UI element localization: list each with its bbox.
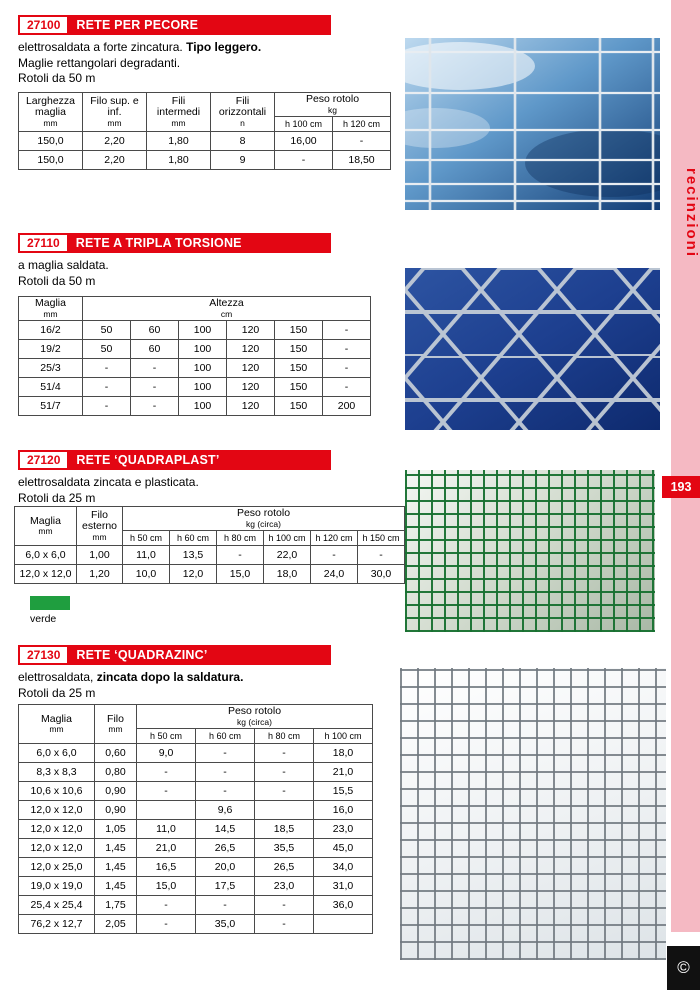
column-header-peso-rotolo — [275, 93, 391, 117]
table-cell: - — [323, 321, 371, 340]
section-desc-27110 — [18, 258, 109, 289]
table-cell: - — [255, 763, 314, 782]
table-cell: 6,0 x 6,0 — [15, 546, 77, 565]
section-desc-27120 — [18, 475, 199, 506]
column-header-fili-intermedi — [147, 93, 211, 132]
table-cell: 35,5 — [255, 839, 314, 858]
table-cell: 50 — [83, 321, 131, 340]
table-row — [19, 896, 373, 915]
table-body — [19, 321, 371, 416]
table-cell: 2,05 — [95, 915, 137, 934]
table-cell: 36,0 — [314, 896, 373, 915]
sheep-fence-illustration — [405, 38, 660, 210]
section-desc-27100 — [18, 40, 261, 87]
table-cell: 200 — [323, 397, 371, 416]
table-cell: 10,6 x 10,6 — [19, 782, 95, 801]
table-cell: 12,0 x 25,0 — [19, 858, 95, 877]
table-cell: 18,0 — [314, 744, 373, 763]
table-cell: 51/7 — [19, 397, 83, 416]
table-cell: - — [333, 132, 391, 151]
product-code: 27100 — [20, 17, 67, 33]
table-cell: 8 — [211, 132, 275, 151]
galvanized-mesh-photo — [400, 668, 666, 960]
column-label: Peso rotolo — [305, 93, 360, 105]
section-title: RETE ‘QUADRAZINC’ — [76, 648, 208, 662]
table-row — [19, 763, 373, 782]
table-cell — [314, 915, 373, 934]
section-desc-27130 — [18, 670, 243, 701]
table-cell: 1,45 — [95, 858, 137, 877]
table-row — [19, 359, 371, 378]
table-cell: 1,20 — [77, 565, 123, 584]
section-header-27110 — [18, 233, 331, 253]
table-cell: 26,5 — [255, 858, 314, 877]
desc-text: elettrosaldata, — [18, 670, 97, 684]
column-label: Fili intermedi — [156, 94, 201, 119]
table-cell — [255, 801, 314, 820]
category-sidebar — [671, 0, 700, 932]
sheep-fence-photo — [405, 38, 660, 210]
table-cell: 150 — [275, 378, 323, 397]
green-mesh-photo — [405, 470, 655, 632]
table-cell: - — [255, 744, 314, 763]
section-title: RETE PER PECORE — [76, 18, 199, 32]
table-cell: 45,0 — [314, 839, 373, 858]
table-cell: - — [137, 782, 196, 801]
table-cell: 25/3 — [19, 359, 83, 378]
column-label: Maglia — [35, 297, 66, 309]
column-unit: kg — [328, 104, 337, 115]
table-cell: 60 — [131, 321, 179, 340]
column-unit: mm — [43, 308, 58, 319]
column-unit: mm — [108, 724, 123, 734]
table-cell: 30,0 — [358, 565, 405, 584]
hexagonal-mesh-photo — [405, 268, 660, 430]
table-cell: 9,6 — [196, 801, 255, 820]
table-cell: 22,0 — [264, 546, 311, 565]
table-cell: 150,0 — [19, 132, 83, 151]
table-cell: - — [83, 397, 131, 416]
table-cell: - — [196, 763, 255, 782]
table-cell: - — [217, 546, 264, 565]
column-header-maglia — [15, 507, 77, 546]
product-code: 27110 — [20, 235, 67, 251]
table-cell: 31,0 — [314, 877, 373, 896]
column-label: Filo esterno — [81, 508, 118, 533]
table-body — [19, 132, 391, 170]
color-swatch-label: verde — [30, 613, 57, 625]
column-label: Filo sup. e inf. — [90, 94, 139, 119]
desc-line: Rotoli da 50 m — [18, 71, 96, 85]
product-code: 27130 — [20, 647, 67, 663]
table-cell — [137, 801, 196, 820]
column-subheader: h 50 cm — [137, 729, 196, 744]
column-subheader: h 80 cm — [255, 729, 314, 744]
desc-text-bold: Tipo leggero. — [186, 40, 262, 54]
table-cell: 25,4 x 25,4 — [19, 896, 95, 915]
table-row — [19, 378, 371, 397]
color-swatch-verde — [30, 596, 70, 610]
column-label: Fili orizzontali — [218, 94, 267, 119]
desc-line: Rotoli da 25 m — [18, 685, 96, 700]
table-cell: 18,5 — [255, 820, 314, 839]
table-cell: 120 — [227, 340, 275, 359]
table-rete-per-pecore — [18, 92, 391, 170]
table-cell: 1,00 — [77, 546, 123, 565]
table-cell: - — [137, 896, 196, 915]
table-row — [19, 820, 373, 839]
column-subheader: h 100 cm — [275, 117, 333, 132]
column-header-maglia — [19, 297, 83, 321]
table-quadraplast — [14, 506, 405, 584]
table-cell: 2,20 — [83, 132, 147, 151]
table-tripla-torsione — [18, 296, 371, 416]
column-label: Maglia — [41, 712, 72, 725]
copyright-icon: © — [677, 958, 690, 977]
table-cell: 35,0 — [196, 915, 255, 934]
column-unit: cm — [220, 308, 233, 319]
table-row — [19, 397, 371, 416]
table-cell: 60 — [131, 340, 179, 359]
column-label: Maglia — [30, 514, 61, 527]
table-cell: 76,2 x 12,7 — [19, 915, 95, 934]
table-cell: 120 — [227, 321, 275, 340]
table-cell: 17,5 — [196, 877, 255, 896]
column-subheader: h 50 cm — [123, 531, 170, 546]
table-cell: 150 — [275, 359, 323, 378]
table-cell: 23,0 — [314, 820, 373, 839]
table-cell: 12,0 — [170, 565, 217, 584]
table-row — [15, 546, 405, 565]
table-cell: 11,0 — [123, 546, 170, 565]
column-label: Peso rotolo — [227, 705, 282, 717]
column-subheader: h 100 cm — [314, 729, 373, 744]
column-header-filo — [95, 705, 137, 744]
copyright-box — [667, 946, 700, 990]
table-cell: - — [131, 359, 179, 378]
table-cell: - — [196, 782, 255, 801]
column-header-maglia — [19, 705, 95, 744]
table-cell: 1,45 — [95, 877, 137, 896]
table-row — [19, 132, 391, 151]
table-cell: 21,0 — [314, 763, 373, 782]
column-header-filo-sup-inf — [83, 93, 147, 132]
table-cell: - — [83, 359, 131, 378]
table-cell: 15,0 — [137, 877, 196, 896]
table-quadrazinc — [18, 704, 373, 934]
section-title: RETE ‘QUADRAPLAST’ — [76, 453, 220, 467]
table-cell: - — [323, 340, 371, 359]
table-cell: 120 — [227, 397, 275, 416]
table-cell: 150 — [275, 321, 323, 340]
column-unit: mm — [49, 724, 64, 734]
column-unit: mm — [43, 117, 58, 128]
category-sidebar-label: recinzioni — [683, 168, 700, 259]
desc-text: elettrosaldata a forte zincatura. — [18, 40, 187, 54]
table-cell: - — [255, 915, 314, 934]
table-cell: 0,90 — [95, 782, 137, 801]
column-label: Altezza — [209, 297, 244, 309]
desc-line: Rotoli da 25 m — [18, 490, 96, 505]
table-cell: 9 — [211, 151, 275, 170]
table-cell: 18,0 — [264, 565, 311, 584]
table-cell: 24,0 — [311, 565, 358, 584]
table-row — [19, 321, 371, 340]
table-cell: 19,0 x 19,0 — [19, 877, 95, 896]
table-cell: 23,0 — [255, 877, 314, 896]
column-subheader: h 60 cm — [196, 729, 255, 744]
table-row — [19, 801, 373, 820]
table-cell: 100 — [179, 397, 227, 416]
table-cell: 0,90 — [95, 801, 137, 820]
table-cell: 34,0 — [314, 858, 373, 877]
table-cell: 100 — [179, 378, 227, 397]
table-cell: - — [358, 546, 405, 565]
desc-line: a maglia saldata. — [18, 258, 109, 272]
table-cell: - — [196, 896, 255, 915]
table-row — [19, 858, 373, 877]
column-subheader: h 150 cm — [358, 531, 405, 546]
table-cell: 21,0 — [137, 839, 196, 858]
section-header-27100 — [18, 15, 331, 35]
hexagonal-mesh-illustration — [405, 268, 660, 430]
table-cell: - — [131, 397, 179, 416]
section-header-27120 — [18, 450, 331, 470]
table-cell: - — [196, 744, 255, 763]
table-cell: 0,80 — [95, 763, 137, 782]
section-header-27130 — [18, 645, 331, 665]
table-cell: 6,0 x 6,0 — [19, 744, 95, 763]
table-cell: - — [137, 915, 196, 934]
table-cell: 14,5 — [196, 820, 255, 839]
table-cell: 120 — [227, 359, 275, 378]
table-cell: 100 — [179, 340, 227, 359]
table-body — [19, 744, 373, 934]
table-cell: - — [275, 151, 333, 170]
table-cell: 11,0 — [137, 820, 196, 839]
product-code: 27120 — [20, 452, 67, 468]
table-cell: - — [255, 896, 314, 915]
table-cell: 8,3 x 8,3 — [19, 763, 95, 782]
section-title: RETE A TRIPLA TORSIONE — [75, 236, 242, 250]
table-cell: 1,45 — [95, 839, 137, 858]
table-cell: - — [131, 378, 179, 397]
table-cell: - — [83, 378, 131, 397]
page-number: 193 — [662, 476, 700, 498]
column-unit: n — [240, 117, 245, 128]
table-cell: 16,00 — [275, 132, 333, 151]
column-unit: mm — [107, 117, 122, 128]
table-cell: 1,75 — [95, 896, 137, 915]
table-cell: 15,5 — [314, 782, 373, 801]
column-header-altezza — [83, 297, 371, 321]
table-row — [19, 915, 373, 934]
table-cell: 15,0 — [217, 565, 264, 584]
table-cell: 16,0 — [314, 801, 373, 820]
column-header-filo-esterno — [77, 507, 123, 546]
table-row — [19, 151, 391, 170]
table-cell: 2,20 — [83, 151, 147, 170]
table-cell: 100 — [179, 321, 227, 340]
desc-text-bold: zincata dopo la saldatura. — [96, 670, 244, 684]
table-row — [19, 744, 373, 763]
desc-line: Maglie rettangolari degradanti. — [18, 55, 181, 70]
table-cell: 20,0 — [196, 858, 255, 877]
column-unit: mm — [38, 526, 53, 536]
column-subheader: h 80 cm — [217, 531, 264, 546]
table-cell: 16/2 — [19, 321, 83, 340]
column-label: Peso rotolo — [236, 507, 291, 519]
table-cell: 18,50 — [333, 151, 391, 170]
desc-line: Rotoli da 50 m — [18, 273, 96, 288]
table-cell: 26,5 — [196, 839, 255, 858]
table-cell: 50 — [83, 340, 131, 359]
table-cell: 150 — [275, 340, 323, 359]
table-cell: 16,5 — [137, 858, 196, 877]
table-cell: 51/4 — [19, 378, 83, 397]
desc-line: elettrosaldata zincata e plasticata. — [18, 475, 199, 489]
column-header-peso-rotolo — [123, 507, 405, 531]
table-cell: 10,0 — [123, 565, 170, 584]
table-cell: 1,80 — [147, 151, 211, 170]
table-cell: 9,0 — [137, 744, 196, 763]
table-cell: - — [323, 378, 371, 397]
desc-line — [18, 670, 243, 686]
column-header-larghezza-maglia — [19, 93, 83, 132]
column-unit: mm — [92, 531, 107, 542]
table-cell: 19/2 — [19, 340, 83, 359]
table-cell: 150,0 — [19, 151, 83, 170]
table-cell: - — [255, 782, 314, 801]
table-row — [19, 877, 373, 896]
table-cell: 12,0 x 12,0 — [19, 839, 95, 858]
table-cell: 0,60 — [95, 744, 137, 763]
column-label: Filo — [107, 712, 124, 725]
table-cell: 1,80 — [147, 132, 211, 151]
table-cell: 150 — [275, 397, 323, 416]
column-subheader: h 120 cm — [333, 117, 391, 132]
column-header-fili-orizzontali — [211, 93, 275, 132]
column-header-peso-rotolo — [137, 705, 373, 729]
column-unit: mm — [171, 117, 186, 128]
table-body — [15, 546, 405, 584]
column-unit: kg (circa) — [237, 716, 272, 727]
column-unit: kg (circa) — [246, 518, 281, 529]
table-cell: 120 — [227, 378, 275, 397]
table-row — [19, 839, 373, 858]
table-row — [15, 565, 405, 584]
table-cell: 12,0 x 12,0 — [19, 820, 95, 839]
desc-line — [18, 40, 261, 56]
table-cell: 1,05 — [95, 820, 137, 839]
table-cell: 100 — [179, 359, 227, 378]
table-cell: 12,0 x 12,0 — [19, 801, 95, 820]
table-cell: - — [311, 546, 358, 565]
column-subheader: h 60 cm — [170, 531, 217, 546]
column-subheader: h 100 cm — [264, 531, 311, 546]
table-row — [19, 782, 373, 801]
table-row — [19, 340, 371, 359]
column-label: Larghezza maglia — [25, 94, 76, 119]
table-cell: - — [323, 359, 371, 378]
table-cell: - — [137, 763, 196, 782]
table-cell: 12,0 x 12,0 — [15, 565, 77, 584]
table-cell: 13,5 — [170, 546, 217, 565]
column-subheader: h 120 cm — [311, 531, 358, 546]
